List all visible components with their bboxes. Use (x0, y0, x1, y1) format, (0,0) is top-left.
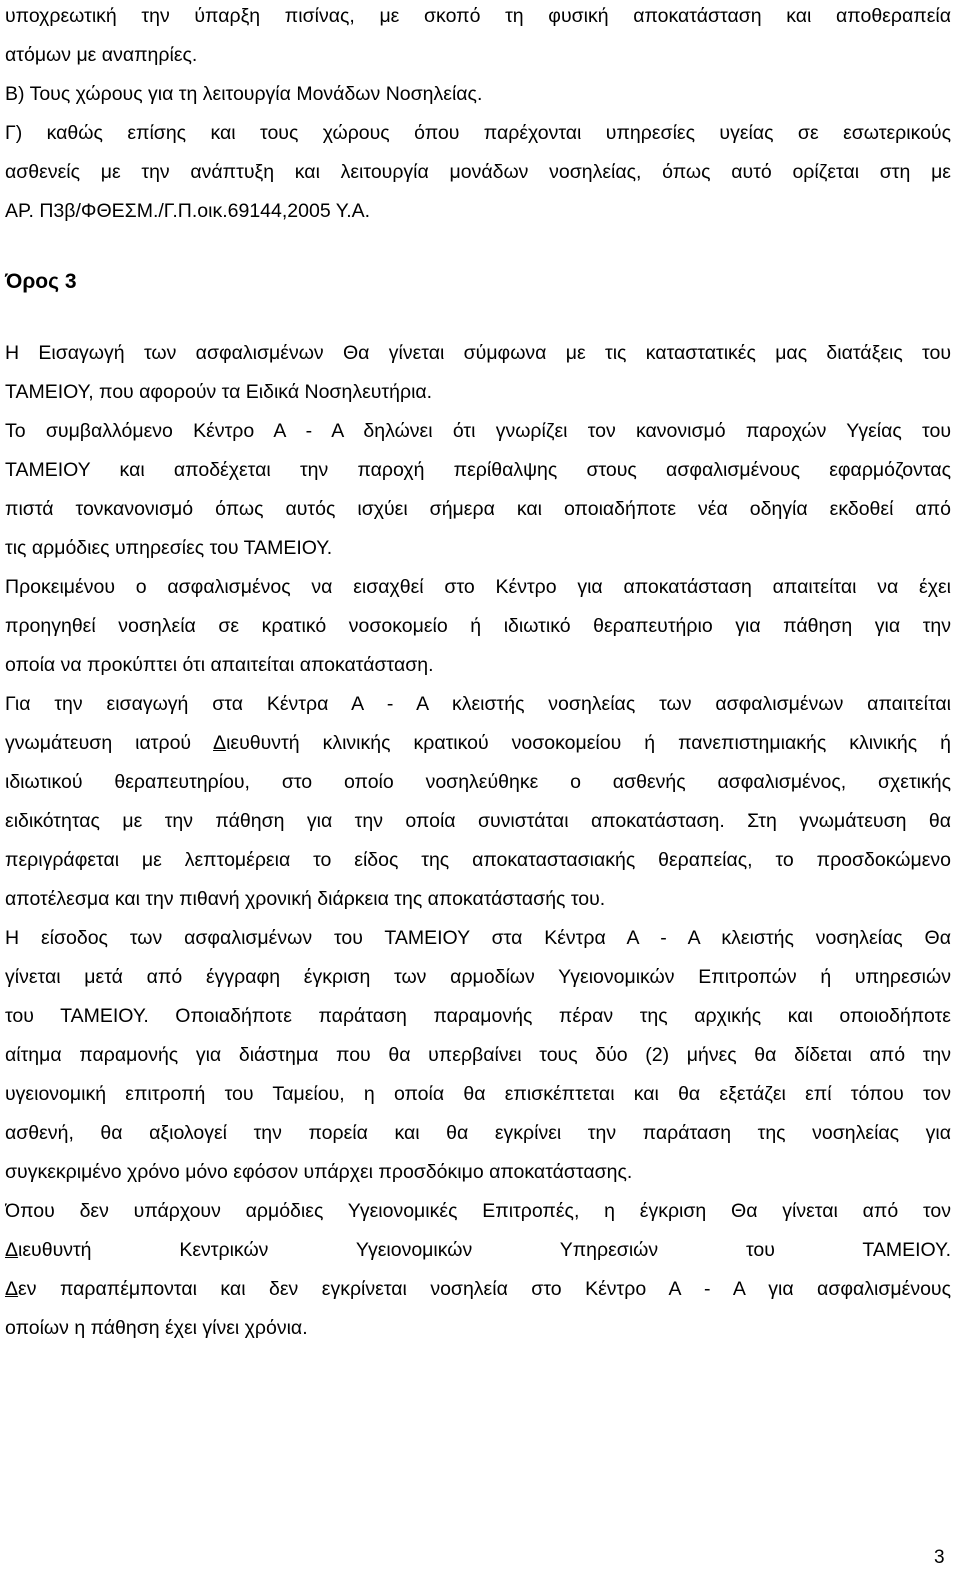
text-line: αποτέλεσμα και την πιθανή χρονική διάρκεια της αποκατάστασής του. (5, 888, 606, 910)
text-line: αίτημα παραμονής για διάστημα που θα υπερβαίνει τους δύο (2) μήνες θα δίδεται από την (5, 1044, 951, 1066)
text-line: Γ) καθώς επίσης και τους χώρους όπου παρέχονται υπηρεσίες υγείας σε εσωτερικούς (5, 122, 951, 144)
text-line: Το συμβαλλόμενο Κέντρο Α - Α δηλώνει ότι γνωρίζει τον κανονισμό παροχών Υγείας του (5, 420, 951, 442)
text-line: ΑΡ. Π3β/ΦΘΕΣΜ./Γ.Π.οικ.69144,2005 Υ.Α. (5, 200, 371, 222)
text-line: οποίων η πάθηση έχει γίνει χρόνια. (5, 1317, 308, 1339)
text-line: συγκεκριμένο χρόνο μόνο εφόσον υπάρχει προσδόκιμο αποκατάστασης. (5, 1161, 633, 1183)
text-line: ιδιωτικού θεραπευτηρίου, στο οποίο νοσηλεύθηκε ο ασθενής ασφαλισμένος, σχετικής (5, 771, 951, 793)
text-line: ατόμων με αναπηρίες. (5, 44, 198, 66)
text-line: Η Εισαγωγή των ασφαλισμένων Θα γίνεται σύμφωνα με τις καταστατικές μας διατάξεις του (5, 342, 951, 364)
section-heading: Όρος 3 (5, 270, 77, 293)
text-line: περιγράφεται με λεπτομέρεια το είδος της αποκαταστασιακής θεραπείας, το προσδοκώμενο (5, 849, 951, 871)
page-number: 3 (934, 1547, 945, 1568)
text-line: ασθενή, θα αξιολογεί την πορεία και θα εγκρίνει την παράταση της νοσηλείας για (5, 1122, 951, 1144)
text-line: οποία να προκύπτει ότι απαιτείται αποκατάσταση. (5, 654, 434, 676)
text-line: ασθενείς με την ανάπτυξη και λειτουργία μονάδων νοσηλείας, όπως αυτό ορίζεται στη με (5, 161, 951, 183)
text-line: ΤΑΜΕΙΟΥ, που αφορούν τα Ειδικά Νοσηλευτήρια. (5, 381, 433, 403)
text-line: ΤΑΜΕΙΟΥ και αποδέχεται την παροχή περίθαλψης στους ασφαλισμένους εφαρμόζοντας (5, 459, 951, 481)
text-line: Για την εισαγωγή στα Κέντρα Α - Α κλειστής νοσηλείας των ασφαλισμένων απαιτείται (5, 693, 951, 715)
text-line: Β) Τους χώρους για τη λειτουργία Μονάδων Νοσηλείας. (5, 83, 483, 105)
text-line: Δεν παραπέμπονται και δεν εγκρίνεται νοσηλεία στο Κέντρο Α - Α για ασφαλισμένους (5, 1278, 951, 1300)
text-line: Η είσοδος των ασφαλισμένων του ΤΑΜΕΙΟΥ στα Κέντρα Α - Α κλειστής νοσηλείας Θα (5, 927, 951, 949)
text-line: Προκειμένου ο ασφαλισμένος να εισαχθεί στο Κέντρο για αποκατάσταση απαιτείται να έχει (5, 576, 951, 598)
text-line: προηγηθεί νοσηλεία σε κρατικό νοσοκομείο ή ιδιωτικό θεραπευτήριο για πάθηση για την (5, 615, 951, 637)
text-line: του ΤΑΜΕΙΟΥ. Οποιαδήποτε παράταση παραμονής πέραν της αρχικής και οποιοδήποτε (5, 1005, 951, 1027)
text-line: ειδικότητας με την πάθηση για την οποία συνιστάται αποκατάσταση. Στη γνωμάτευση θα (5, 810, 951, 832)
text-line: Όπου δεν υπάρχουν αρμόδιες Υγειονομικές Επιτροπές, η έγκριση Θα γίνεται από τον (5, 1200, 951, 1222)
text-line: γίνεται μετά από έγγραφη έγκριση των αρμοδίων Υγειονομικών Επιτροπών ή υπηρεσιών (5, 966, 951, 988)
text-line: γνωμάτευση ιατρού Διευθυντή κλινικής κρατικού νοσοκομείου ή πανεπιστημιακής κλινικής ή (5, 732, 951, 754)
text-line: τις αρμόδιες υπηρεσίες του ΤΑΜΕΙΟΥ. (5, 537, 333, 559)
text-line: πιστά τονκανονισμό όπως αυτός ισχύει σήμερα και οποιαδήποτε νέα οδηγία εκδοθεί από (5, 498, 951, 520)
text-line: υγειονομική επιτροπή του Ταμείου, η οποία θα επισκέπτεται και θα εξετάζει επί τόπου τον (5, 1083, 951, 1105)
text-line: Διευθυντή Κεντρικών Υγειονομικών Υπηρεσιών του ΤΑΜΕΙΟΥ. (5, 1239, 951, 1261)
text-line: υποχρεωτική την ύπαρξη πισίνας, με σκοπό τη φυσική αποκατάσταση και αποθεραπεία (5, 5, 951, 27)
